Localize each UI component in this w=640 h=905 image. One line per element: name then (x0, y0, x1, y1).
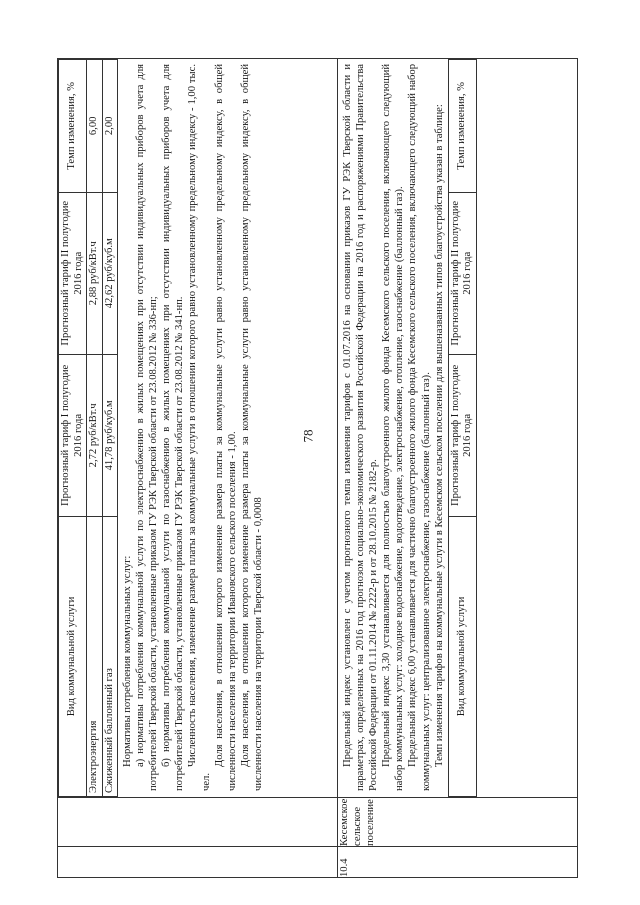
tariff-header-row (448, 60, 476, 797)
cell-tariff-h1: 41,78 руб/куб.м (102, 354, 118, 516)
paragraph: Численность населения, изменение размера платы за коммунальные услуги в отношении которого равно установленному предельному индексу - 1,00 тыс. чел. (187, 64, 212, 791)
document-table (57, 58, 578, 878)
section-row-10-4 (338, 59, 578, 878)
section-content-cell (338, 59, 578, 798)
cell-service: Сжиженный баллонный газ (102, 516, 118, 796)
previous-section-row (58, 59, 338, 878)
rotated-page-content (57, 58, 577, 878)
top-text-block (118, 59, 267, 797)
paragraph: а) нормативы потребления коммунальной услуги по электроснабжению в жилых помещениях при отсутствии индивидуальных приборов учета для потребителей Тверской области, установленные приказом ГУ РЭК Тверской области от 23.08.2012 № 336-нп; (135, 64, 160, 791)
cell-service: Электроэнергия (87, 516, 103, 796)
paragraph: Доля населения, в отношении которого изменение размера платы за коммунальные услуги равно установленному предельному индексу, в общей численности населения на территории Тверской области - 0,0008 (239, 64, 264, 791)
header-tariff-h1: Прогнозный тариф I полугодие 2016 года (448, 354, 476, 516)
header-service: Вид коммунальной услуги (59, 516, 87, 796)
cell-tariff-h2: 42,62 руб/куб.м (102, 192, 118, 354)
cell-tariff-h2: 2,88 руб/кВт.ч (87, 192, 103, 354)
tariff-table-top (58, 59, 118, 797)
paragraph: б) нормативы потребления коммунальной услуги по газоснабжению в жилых помещениях при отсутствии индивидуальных приборов учета для потребителей Тверской области, установленные приказом ГУ РЭК Тверской области от 23.08.2012 № 341-нп. (161, 64, 186, 791)
cell-tariff-h1: 2,72 руб/кВт.ч (87, 354, 103, 516)
page-number: 78 (300, 429, 316, 443)
bottom-text-block (338, 59, 448, 797)
tariff-table-bottom (448, 59, 477, 797)
paragraph: Нормативы потребления коммунальных услуг: (122, 555, 133, 767)
header-tariff-h2: Прогнозный тариф II полугодие 2016 года (59, 192, 87, 354)
tariff-content-cell (58, 59, 338, 798)
paragraph: Предельный индекс установлен с учетом прогнозного темпа изменения тарифов с 01.07.2016 на основании приказов ГУ РЭК Тверской области и параметрах, определенных на 2016 год прогнозом социально-экономического развития Российской Федерации на 2016 год и распоряжениями Правительства Российской Федерации от 01.11.2014 № 2222-р и от 28.10.2015 № 2182-р. (342, 64, 380, 791)
header-service: Вид коммунальной услуги (448, 516, 476, 796)
tariff-header-row (59, 60, 87, 797)
table-row (87, 60, 103, 797)
table-row (102, 60, 118, 797)
header-change: Темп изменения, % (448, 60, 476, 193)
cell-change: 6,00 (87, 60, 103, 193)
header-tariff-h1: Прогнозный тариф I полугодие 2016 года (59, 354, 87, 516)
header-change: Темп изменения, % (59, 60, 87, 193)
paragraph: Предельный индекс 6,00 устанавливается для частично благоустроенного жилого фонда Кесемского сельского поселения, включающего следующий набор коммунальных услуг: централизованное электроснабжение, газоснабжение (баллонный газ). (407, 64, 432, 791)
paragraph: Темп изменения тарифов на коммунальные услуги в Кесемском сельском поселении для вышеназванных типов благоустройства указан в таблице: (433, 104, 445, 767)
paragraph: Предельный индекс 3,30 устанавливается для полностью благоустроенного жилого фонда Кесемского сельского поселения, включающего следующий набор коммунальных услуг: холодное водоснабжение, водоотведение, электроснабжение, отопление, газоснабжение (баллонный газ). (381, 64, 406, 791)
header-tariff-h2: Прогнозный тариф II полугодие 2016 года (448, 192, 476, 354)
section-number: 10.4 (338, 847, 578, 878)
empty-name-cell (58, 798, 338, 847)
paragraph: Доля населения, в отношении которого изменение размера платы за коммунальные услуги равно установленному предельному индексу, в общей численности населения на территории Ивановского сельского поселения - 1,00. (213, 64, 238, 791)
empty-number-cell (58, 847, 338, 878)
section-name: Кесемское сельское поселение (338, 798, 578, 847)
cell-change: 2,00 (102, 60, 118, 193)
